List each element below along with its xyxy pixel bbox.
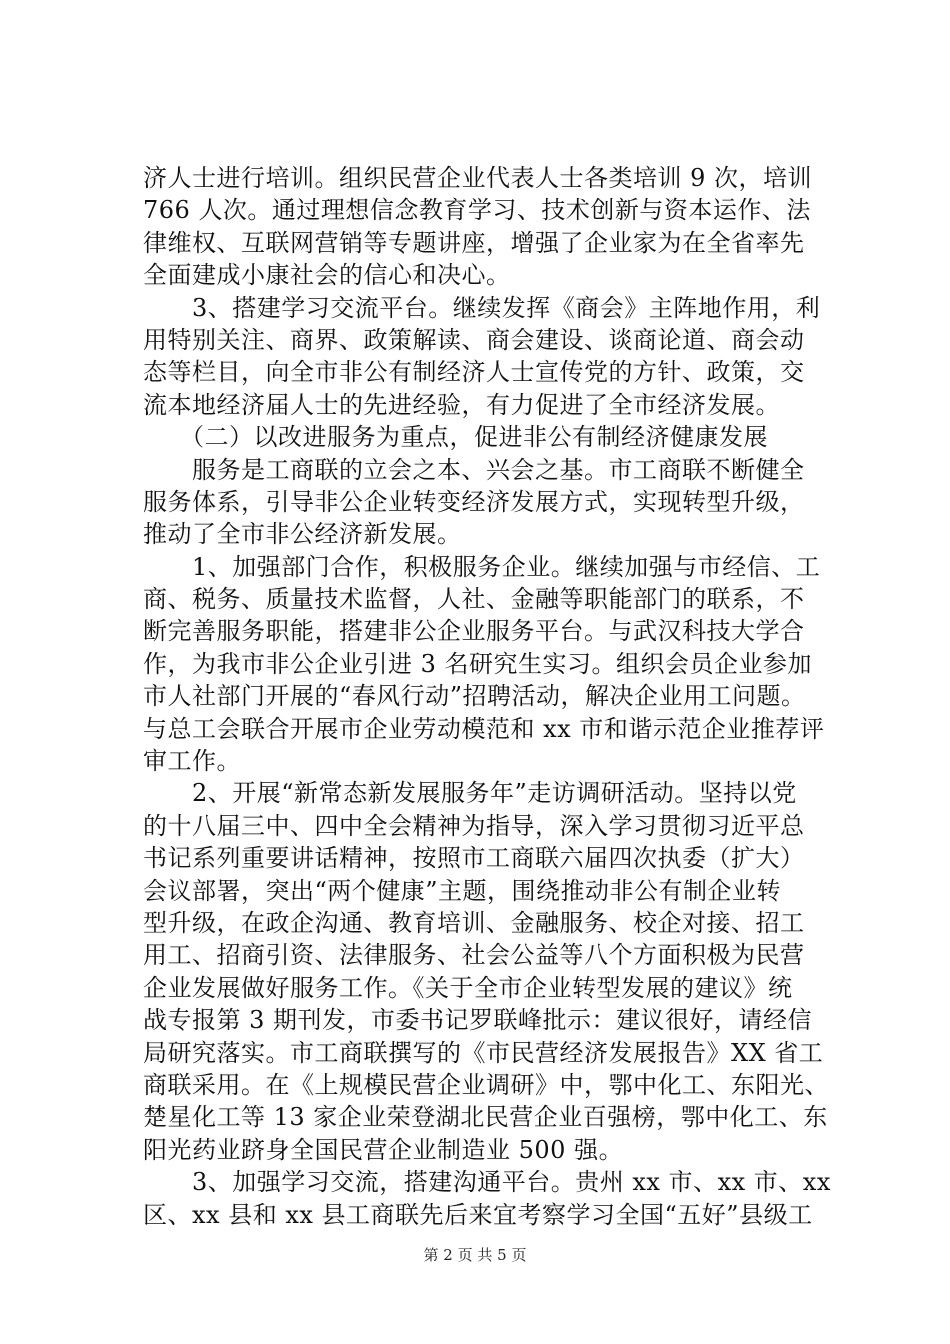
text-line: 战专报第 3 期刊发，市委书记罗联峰批示：建议很好，请经信 [143,1006,813,1035]
text-line: 商、税务、质量技术监督，人社、金融等职能部门的联系，不 [143,585,805,614]
text-line: 1、加强部门合作，积极服务企业。继续加强与市经信、工 [143,552,821,581]
text-line: 企业发展做好服务工作。《关于全市企业转型发展的建议》统 [143,973,793,1002]
text-line: 作，为我市非公企业引进 3 名研究生实习。组织会员企业参加 [143,649,813,678]
text-line: 766 人次。通过理想信念教育学习、技术创新与资本运作、法 [143,196,811,225]
text-line: 区、xx 县和 xx 县工商联先后来宜考察学习全国“五好”县级工 [143,1200,813,1229]
text-line: 2、开展“新常态新发展服务年”走访调研活动。坚持以党 [143,779,797,808]
text-line: 阳光药业跻身全国民营企业制造业 500 强。 [143,1135,624,1164]
text-line: 态等栏目，向全市非公有制经济人士宣传党的方针、政策，交 [143,358,805,387]
text-line: 3、搭建学习交流平台。继续发挥《商会》主阵地作用，利 [143,293,821,322]
text-line: 全面建成小康社会的信心和决心。 [143,261,511,290]
text-line: 市人社部门开展的“春风行动”招聘活动，解决企业用工问题。 [143,682,806,711]
text-line: 流本地经济届人士的先进经验，有力促进了全市经济发展。 [143,390,780,419]
text-line: 律维权、互联网营销等专题讲座，增强了企业家为在全省率先 [143,228,805,257]
text-line: 断完善服务职能，搭建非公企业服务平台。与武汉科技大学合 [143,617,805,646]
text-line: 用特别关注、商界、政策解读、商会建设、谈商论道、商会动 [143,325,805,354]
text-line: 与总工会联合开展市企业劳动模范和 xx 市和谐示范企业推荐评 [143,714,825,743]
text-line: 审工作。 [143,747,241,776]
text-line: 推动了全市非公经济新发展。 [143,520,462,549]
page-footer: 第 2 页 共 5 页 [423,1246,527,1264]
text-line: （二）以改进服务为重点，促进非公有制经济健康发展 [143,423,768,452]
text-line: 型升级，在政企沟通、教育培训、金融服务、校企对接、招工 [143,908,805,937]
text-line: 书记系列重要讲话精神，按照市工商联六届四次执委（扩大） [143,844,805,873]
text-line: 济人士进行培训。组织民营企业代表人士各类培训 9 次，培训 [143,164,813,192]
text-line: 服务是工商联的立会之本、兴会之基。市工商联不断健全 [143,455,805,484]
text-line: 楚星化工等 13 家企业荣登湖北民营企业百强榜，鄂中化工、东 [143,1103,828,1132]
text-line: 的十八届三中、四中全会精神为指导，深入学习贯彻习近平总 [143,811,805,840]
text-line: 用工、招商引资、法律服务、社会公益等八个方面积极为民营 [143,941,805,970]
text-line: 商联采用。在《上规模民营企业调研》中，鄂中化工、东阳光、 [143,1070,829,1099]
text-line: 局研究落实。市工商联撰写的《市民营经济发展报告》XX 省工 [143,1038,824,1067]
text-line: 会议部署，突出“两个健康”主题，围绕推动非公有制企业转 [143,876,782,905]
text-line: 3、加强学习交流，搭建沟通平台。贵州 xx 市、xx 市、xx [143,1168,831,1197]
document-body [143,162,851,1231]
text-line: 服务体系，引导非公企业转变经济发展方式，实现转型升级， [143,487,805,516]
